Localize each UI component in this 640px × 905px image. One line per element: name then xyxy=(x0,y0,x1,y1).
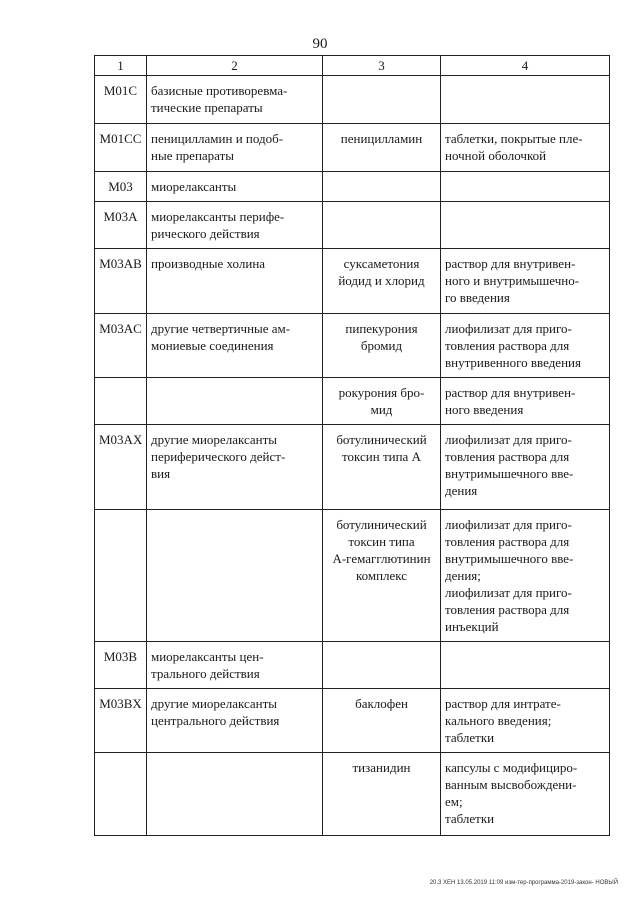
cell-group xyxy=(147,689,323,753)
cell-group xyxy=(147,249,323,314)
cell-code xyxy=(95,314,147,378)
cell-group-text: другие миорелаксанты центрального действия xyxy=(151,696,280,728)
cell-drug-text: тизанидин xyxy=(352,760,411,775)
table-row xyxy=(95,689,610,753)
drug-table xyxy=(94,55,610,836)
cell-code-text: M03A xyxy=(103,209,138,224)
cell-form-text: таблетки, покрытые пле- ночной оболочкой xyxy=(445,131,583,163)
cell-code xyxy=(95,249,147,314)
cell-form xyxy=(441,510,610,642)
cell-drug xyxy=(323,642,441,689)
column-header: 3 xyxy=(323,56,441,76)
cell-code-text: M01CC xyxy=(99,131,142,146)
table-header-row xyxy=(95,56,610,76)
cell-drug xyxy=(323,425,441,510)
cell-form-text: раствор для интрате- кального введения; таблетки xyxy=(445,696,561,745)
cell-drug-text: пеницилламин xyxy=(340,131,423,146)
cell-code xyxy=(95,642,147,689)
cell-form-text: капсулы с модифициро- ванным высвобождени- ем; таблетки xyxy=(445,760,578,826)
cell-form xyxy=(441,172,610,202)
cell-group xyxy=(147,510,323,642)
cell-code-text: M03AC xyxy=(99,321,142,336)
cell-form-text: лиофилизат для приго- товления раствора для внутривенного введения xyxy=(445,321,581,370)
page-number: 90 xyxy=(312,36,328,52)
table-row xyxy=(95,202,610,249)
table-row xyxy=(95,172,610,202)
table-row xyxy=(95,249,610,314)
cell-group-text: миорелаксанты xyxy=(151,179,237,194)
cell-group xyxy=(147,124,323,172)
cell-code xyxy=(95,510,147,642)
cell-form-text: раствор для внутривен- ного введения xyxy=(445,385,576,417)
cell-form xyxy=(441,124,610,172)
cell-group-text: другие четвертичные ам- мониевые соединения xyxy=(151,321,291,353)
footer-note: 20.3 ХЕН 13.05.2019 11:09 изм-тер-программа-2019-закон- НОВЫЙ xyxy=(429,880,618,886)
cell-drug-text: баклофен xyxy=(355,696,408,711)
table-body xyxy=(95,76,610,836)
cell-group xyxy=(147,753,323,836)
cell-drug xyxy=(323,124,441,172)
cell-drug xyxy=(323,76,441,124)
cell-group-text: производные холина xyxy=(151,256,266,271)
cell-drug xyxy=(323,202,441,249)
column-header: 4 xyxy=(441,56,610,76)
cell-code-text: M03B xyxy=(103,649,138,664)
column-header: 2 xyxy=(147,56,323,76)
cell-group-text: миорелаксанты перифе- рического действия xyxy=(151,209,285,241)
cell-code xyxy=(95,753,147,836)
cell-code xyxy=(95,76,147,124)
cell-group xyxy=(147,425,323,510)
cell-form xyxy=(441,314,610,378)
cell-group-text: другие миорелаксанты периферического дейст- вия xyxy=(151,432,286,481)
table-row xyxy=(95,314,610,378)
cell-code xyxy=(95,425,147,510)
cell-group xyxy=(147,76,323,124)
cell-code-text: M03 xyxy=(108,179,133,194)
cell-form xyxy=(441,425,610,510)
cell-group-text: базисные противоревма- тические препараты xyxy=(151,83,288,115)
cell-form xyxy=(441,642,610,689)
table-row xyxy=(95,510,610,642)
cell-group xyxy=(147,378,323,425)
table-row xyxy=(95,76,610,124)
cell-group xyxy=(147,642,323,689)
cell-drug-text: суксаметония йодид и хлорид xyxy=(338,256,425,288)
cell-form xyxy=(441,378,610,425)
cell-form xyxy=(441,249,610,314)
cell-code xyxy=(95,202,147,249)
cell-code-text: M03AB xyxy=(99,256,142,271)
cell-code xyxy=(95,378,147,425)
cell-form-text: лиофилизат для приго- товления раствора для внутримышечного вве- дения; лиофилизат для приго- товления раствора для инъекций xyxy=(445,517,574,634)
table-row xyxy=(95,642,610,689)
cell-form xyxy=(441,753,610,836)
cell-group xyxy=(147,202,323,249)
cell-drug-text: ботулинический токсин типа А xyxy=(336,432,427,464)
cell-form xyxy=(441,76,610,124)
cell-drug xyxy=(323,314,441,378)
column-header: 1 xyxy=(95,56,147,76)
table-row xyxy=(95,753,610,836)
cell-form xyxy=(441,202,610,249)
cell-drug xyxy=(323,510,441,642)
cell-code xyxy=(95,172,147,202)
cell-drug xyxy=(323,172,441,202)
cell-group xyxy=(147,314,323,378)
cell-drug-text: пипекурония бромид xyxy=(345,321,418,353)
cell-drug-text: рокурония бро- мид xyxy=(338,385,425,417)
cell-drug xyxy=(323,249,441,314)
cell-code xyxy=(95,689,147,753)
cell-form xyxy=(441,689,610,753)
cell-form-text: раствор для внутривен- ного и внутримышечно- го введения xyxy=(445,256,580,305)
cell-drug xyxy=(323,378,441,425)
cell-code-text: M03BX xyxy=(99,696,142,711)
cell-drug xyxy=(323,753,441,836)
cell-group-text: миорелаксанты цен- трального действия xyxy=(151,649,264,681)
table-row xyxy=(95,378,610,425)
cell-group xyxy=(147,172,323,202)
table-row xyxy=(95,425,610,510)
table-row xyxy=(95,124,610,172)
cell-form-text: лиофилизат для приго- товления раствора для внутримышечного вве- дения xyxy=(445,432,574,498)
cell-code-text: M03AX xyxy=(99,432,143,447)
cell-drug-text: ботулинический токсин типа А-гемагглютинин комплекс xyxy=(332,517,431,583)
cell-code-text: M01C xyxy=(103,83,138,98)
cell-group-text: пеницилламин и подоб- ные препараты xyxy=(151,131,284,163)
cell-drug xyxy=(323,689,441,753)
cell-code xyxy=(95,124,147,172)
